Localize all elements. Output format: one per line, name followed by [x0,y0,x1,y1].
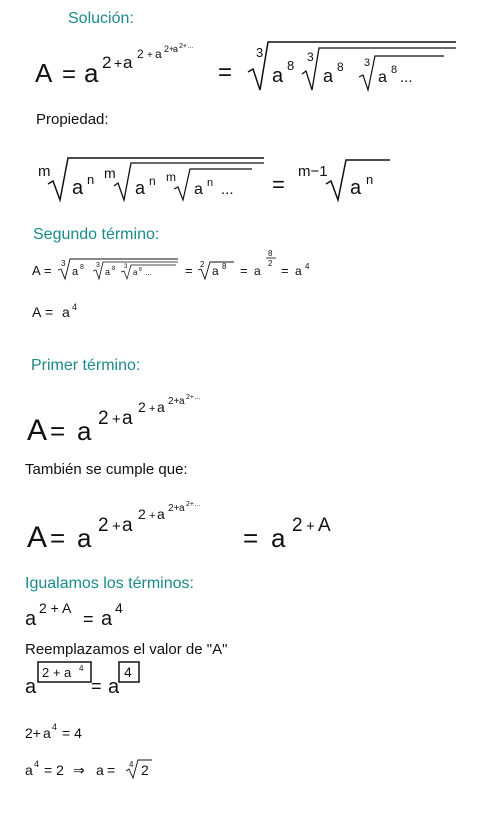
svg-text:a: a [62,304,70,320]
svg-text:8: 8 [222,262,227,271]
svg-text:2+: 2+ [186,394,194,401]
svg-text:…: … [194,394,201,401]
svg-text:=: = [243,523,259,553]
svg-text:2: 2 [141,762,149,778]
equation-boxed [0,660,200,698]
svg-text:…: … [187,43,194,50]
svg-text:8: 8 [337,60,344,74]
svg-text:8: 8 [268,250,273,258]
svg-text:a: a [295,264,302,278]
svg-text:3: 3 [124,264,128,270]
svg-text:2+: 2+ [168,396,180,407]
svg-text:A: A [32,263,41,278]
svg-text:=: = [107,762,116,778]
svg-text:a: a [272,65,284,87]
svg-text:= 4: = 4 [62,725,82,741]
svg-text:2: 2 [200,260,205,269]
svg-text:a: a [84,58,99,88]
svg-text:2: 2 [98,408,109,429]
svg-text:m: m [166,170,176,184]
svg-text:A: A [35,58,53,88]
svg-text:…: … [194,501,201,508]
svg-text:...: ... [221,181,234,198]
svg-text:a: a [173,44,179,54]
svg-text:+: + [112,518,121,535]
svg-text:a: a [105,267,111,277]
svg-text:=: = [218,59,233,86]
svg-text:a: a [271,523,286,553]
svg-text:a: a [350,177,362,199]
svg-text:...: ... [400,69,413,86]
text-reemplazamos: Reemplazamos el valor de "A" [25,641,228,658]
heading-primer-termino: Primer término: [31,357,141,374]
svg-text:2: 2 [137,47,144,61]
equation-tambien [0,495,400,557]
svg-text:=: = [50,416,66,446]
svg-text:a: a [194,181,203,198]
svg-text:+: + [306,518,315,535]
svg-text:+: + [149,403,156,415]
svg-text:=: = [83,609,94,629]
svg-text:2+: 2+ [168,503,180,514]
svg-text:=: = [272,172,285,197]
svg-text:+: + [112,411,121,428]
svg-text:4: 4 [129,760,134,769]
svg-text:2 + a: 2 + a [42,665,72,680]
equation-primer-termino [0,390,300,450]
svg-text:8: 8 [112,266,116,272]
svg-text:8: 8 [139,267,142,273]
svg-text:2+: 2+ [179,43,187,50]
svg-text:3: 3 [256,45,264,60]
svg-text:3: 3 [307,50,314,64]
svg-text:a: a [96,762,104,778]
svg-text:A: A [27,521,48,554]
svg-text:3: 3 [61,259,66,268]
svg-text:+: + [114,55,123,71]
svg-text:=: = [50,523,66,553]
svg-text:a: a [179,396,185,407]
svg-text:2+: 2+ [186,501,194,508]
svg-text:8: 8 [287,58,295,73]
svg-text:A: A [27,414,48,447]
svg-text:a: a [108,676,120,698]
svg-text:+: + [149,510,156,522]
svg-text:3: 3 [96,262,100,269]
svg-text:=: = [281,263,289,278]
svg-text:a: a [25,762,33,778]
svg-text:+: + [147,50,153,61]
svg-text:m: m [38,163,51,180]
svg-text:4: 4 [124,664,132,680]
svg-text:a: a [323,66,334,86]
equation-two-plus-a4 [0,718,140,744]
svg-text:=: = [185,263,193,278]
svg-text:=: = [91,676,102,696]
svg-text:a: a [72,177,84,199]
svg-text:2: 2 [292,515,303,536]
svg-text:a: a [25,676,37,698]
svg-text:a: a [122,515,133,536]
svg-text:4: 4 [305,262,310,271]
equation-igualamos [0,597,160,631]
svg-text:2: 2 [98,515,109,536]
svg-text:A: A [318,515,331,536]
svg-text:a: a [155,47,162,61]
svg-text:= 2: = 2 [44,762,64,778]
svg-text:2: 2 [102,53,112,72]
svg-text:a: a [133,268,138,277]
equation-a-a4 [0,298,120,323]
svg-text:n: n [87,172,95,187]
svg-text:a: a [101,608,113,630]
svg-text:A: A [32,304,42,320]
svg-text:a: a [254,264,261,278]
equation-propiedad [0,150,497,210]
svg-text:a: a [43,725,51,741]
equation-final [0,753,200,783]
svg-text:n: n [366,172,374,187]
svg-text:=: = [45,304,54,320]
svg-text:4: 4 [115,600,123,616]
svg-text:8: 8 [391,64,398,76]
equation-solucion [0,30,497,100]
equation-segundo-termino [0,250,497,285]
svg-text:m: m [104,165,116,181]
svg-text:2: 2 [138,399,146,415]
svg-text:a: a [122,408,133,429]
heading-igualamos: Igualamos los términos: [25,575,194,592]
heading-segundo-termino: Segundo término: [33,226,160,243]
heading-solucion: Solución: [68,10,134,27]
svg-text:⇒: ⇒ [73,762,85,778]
svg-text:3: 3 [364,57,371,69]
svg-text:n: n [149,174,156,188]
text-tambien-se-cumple: También se cumple que: [25,461,188,478]
svg-text:a: a [123,53,133,72]
svg-text:2 + A: 2 + A [39,600,72,616]
svg-text:m−1: m−1 [298,163,328,180]
svg-text:4: 4 [34,759,40,769]
svg-text:a: a [72,266,79,278]
svg-text:4: 4 [72,302,78,312]
svg-text:a: a [179,503,185,514]
svg-text:2+: 2+ [25,725,41,741]
svg-text:a: a [157,399,165,415]
svg-text:a: a [77,523,92,553]
svg-text:n: n [207,177,214,189]
svg-text:2+: 2+ [164,44,175,54]
svg-text:a: a [77,416,92,446]
svg-text:4: 4 [52,722,58,732]
svg-text:a: a [212,264,219,278]
svg-text:8: 8 [80,264,84,271]
svg-text:=: = [44,263,52,278]
svg-text:a: a [25,608,37,630]
svg-text:=: = [62,61,77,88]
svg-text:2: 2 [268,259,273,268]
svg-text:a: a [135,178,146,198]
svg-text:a: a [157,506,165,522]
svg-text:...: ... [145,268,152,277]
svg-text:a: a [378,69,387,86]
heading-propiedad: Propiedad: [36,111,109,128]
svg-text:=: = [240,263,248,278]
svg-text:4: 4 [79,664,84,673]
svg-text:2: 2 [138,506,146,522]
